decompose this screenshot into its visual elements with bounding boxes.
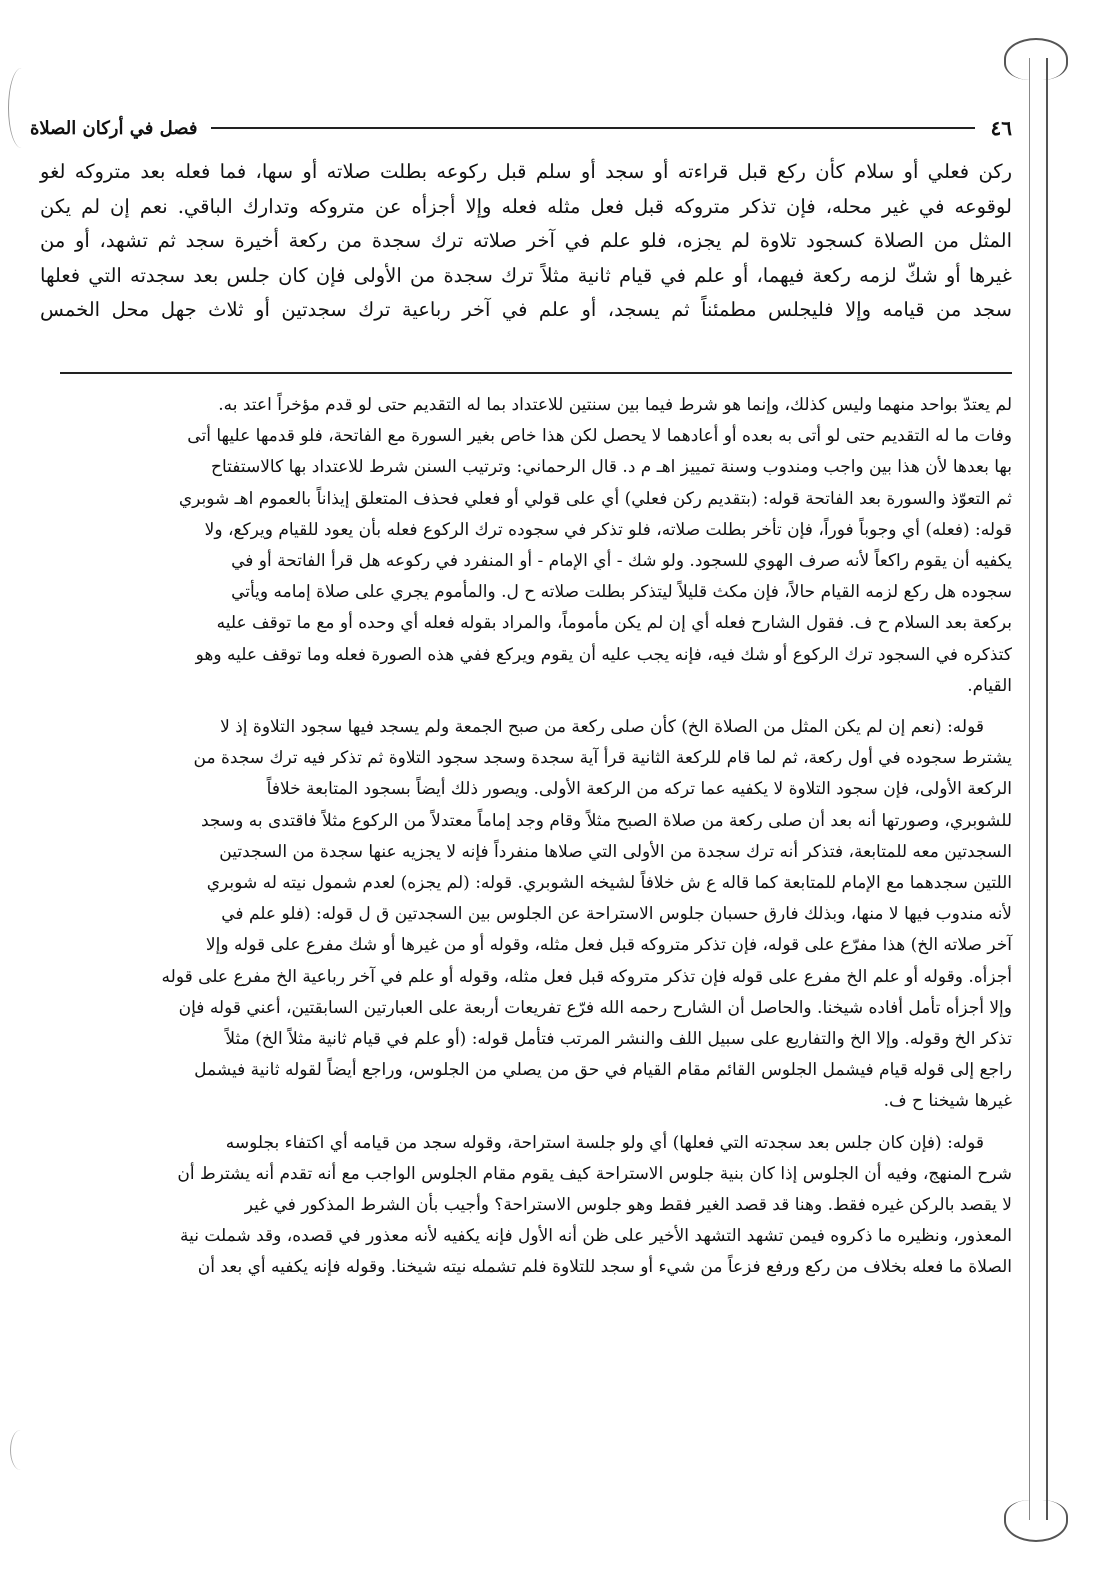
main-text-line: ركن فعلي أو سلام كأن ركع قبل قراءته أو سجد أو سلم قبل ركوعه بطلت صلاته أو سها، فما فعله بعد متروكه لغو (40, 160, 1012, 183)
commentary-line: لأنه مندوب فيها لا منها، وبذلك فارق حسبان جلوس الاستراحة عن الجلوس بين السجدتين ق ل قوله: (فلو علم في (221, 904, 1012, 925)
commentary-line: قوله: (فعله) أي وجوباً فوراً، فإن تأخر بطلت صلاته، فلو تذكر في سجوده ترك الركوع فعله بأن يعود للقيام ويركع، ولا (204, 519, 1012, 540)
commentary-line: لم يعتدّ بواحد منهما وليس كذلك، وإنما هو شرط فيما بين سنتين للاعتداد بما له التقديم حتى لو قدم مؤخراً اعتد به. (218, 395, 1012, 415)
commentary-line: ثم التعوّذ والسورة بعد الفاتحة قوله: (بتقديم ركن فعلي) أي على قولي أو فعلي فحذف المتعلق إيذاناً بالعموم اهـ شوبري (178, 488, 1012, 509)
commentary-line: آخر صلاته الخ) هذا مفرّع على قوله، فإن تذكر متروكه قبل فعل مثله، وقوله أو من غيرها أو شك مفرع على قوله وإلا (205, 935, 1012, 956)
commentary-line: الصلاة ما فعله بخلاف من ركع ورفع فزعاً من شيء أو سجد للتلاوة فلم تشمله نيته شيخنا. وقوله فإنه يكفيه أي بعد أن (197, 1257, 1012, 1278)
commentary-line: وإلا أجزأه تأمل أفاده شيخنا. والحاصل أن الشارح رحمه الله فرّع تفريعات أربعة على العبارتين السابقتين، أعني قوله فإن (178, 997, 1012, 1018)
commentary-line: قوله: (فإن كان جلس بعد سجدته التي فعلها) أي ولو جلسة استراحة، وقوله سجد من قيامه أي اكتفاء بجلوسه (225, 1132, 984, 1153)
commentary-paragraph-3 (40, 1128, 1012, 1284)
page-header (30, 112, 1012, 144)
main-text-line: لوقوعه في غير محله، فإن تذكر متروكه قبل فعل مثله فعله وإلا أجزأه عن متروكه وتدارك الباقي. نعم إن لم يكن (40, 194, 1012, 218)
commentary (40, 390, 1012, 1284)
commentary-line: للشوبري، وصورتها أنه بعد أن صلى ركعة من صلاة الصبح مثلاً وقام وجد إماماً معتدلاً من الركوع مثلاً فاقتدى به وسجد (200, 810, 1012, 831)
main-text-line: سجد من قيامه وإلا فليجلس مطمئناً ثم يسجد، أو علم في آخر رباعية ترك سجدتين أو ثلاث جهل محل الخمس (40, 298, 1012, 321)
page-border (1029, 58, 1048, 1520)
running-title: فصل في أركان الصلاة (30, 117, 198, 139)
commentary-line: سجوده هل ركع لزمه القيام حالاً، فإن مكث قليلاً ليتذكر بطلت صلاته ح ل. والمأموم يجري على صلاة إمامه ويأتي (231, 582, 1012, 603)
commentary-line: وفات ما له التقديم حتى لو أتى به بعده أو أعادهما لا يحصل لكن هذا خاص بغير السورة مع الفاتحة، فلو قدمها عليها أتى (187, 426, 1012, 447)
commentary-line: بركعة بعد السلام ح ف. فقول الشارح فعله أي إن لم يكن مأموماً، والمراد بقوله فعله أي وحده أو مع ما توقف عليه (216, 613, 1012, 634)
margin-mark-bottom (10, 1430, 31, 1470)
main-text (40, 155, 1012, 328)
commentary-line: يكفيه أن يقوم راكعاً لأنه صرف الهوي للسجود. ولو شك - أي الإمام - أو المنفرد في ركوعه هل قرأ الفاتحة أو في (231, 551, 1012, 572)
commentary-line: يشترط سجوده في أول ركعة، ثم لما قام للركعة الثانية قرأ آية سجدة وسجد سجود التلاوة ثم تذكر فيه ترك سجدة من (193, 748, 1012, 769)
commentary-paragraph-1 (40, 390, 1012, 702)
commentary-line: القيام. (967, 675, 1012, 696)
commentary-paragraph-2 (40, 712, 1012, 1118)
commentary-line: شرح المنهج، وفيه أن الجلوس إذا كان بنية جلوس الاستراحة كيف يقوم مقام الجلوس الواجب مع أنه تقدم أنه يشترط أن (177, 1163, 1012, 1184)
commentary-line: راجع إلى قوله قيام فيشمل الجلوس القائم مقام القيام في حق من يصلي من الجلوس، وراجع أيضاً لقوله ثانية فيشمل (194, 1060, 1012, 1081)
main-text-line: غيرها أو شكّ لزمه ركعة فيهما، أو علم في قيام ثانية مثلاً ترك سجدة من الأولى فإن كان جلس بعد سجدته التي فعلها (40, 263, 1012, 287)
commentary-line: السجدتين معه للمتابعة، فتذكر أنه ترك سجدة من الأولى التي صلاها منفرداً فإنه لا يجزيه عنها سجدة من السجدتين (219, 841, 1012, 862)
commentary-line: المعذور، ونظيره ما ذكروه فيمن تشهد التشهد الأخير على ظن أنه الأول فإنه يكفيه لأنه معذور في قصده، وقد شملت نية (179, 1226, 1012, 1247)
text-separator-rule (60, 372, 1012, 374)
commentary-line: أجزأه. وقوله أو علم الخ مفرع على قوله فإن تذكر متروكه قبل فعل مثله، وقوله أو علم في آخر رباعية الخ مفرع على قوله (161, 966, 1012, 987)
commentary-line: لا يقصد بالركن غيره فقط. وهنا قد قصد الغير فقط وهو جلوس الاستراحة؟ وأجيب بأن الشرط المذكور في غير (244, 1195, 1012, 1216)
commentary-line: بها بعدها لأن هذا بين واجب ومندوب وسنة تمييز اهـ م د. قال الرحماني: وترتيب السنن شرط للاعتداد بها كالاستفتاح (210, 457, 1012, 478)
commentary-line: الركعة الأولى، فإن سجود التلاوة لا يكفيه عما تركه من الركعة الأولى. ويصور ذلك أيضاً بسجود المتابعة خلافاً (266, 779, 1012, 800)
header-rule (211, 127, 974, 129)
main-text-line: المثل من الصلاة كسجود تلاوة لم يجزه، فلو علم في آخر صلاته ترك سجدة من ركعة أخيرة سجد ثم تشهد، أو من (40, 229, 1012, 252)
commentary-line: قوله: (نعم إن لم يكن المثل من الصلاة الخ) كأن صلى ركعة من صبح الجمعة ولم يسجد فيها سجود التلاوة إذ لا (220, 717, 984, 738)
commentary-line: تذكر الخ وقوله. وإلا الخ والتفاريع على سبيل اللف والنشر المرتب فتأمل قوله: (أو علم في قيام ثانية مثلاً الخ) مثلاً (225, 1029, 1012, 1050)
commentary-line: غيرها شيخنا ح ف. (883, 1091, 1012, 1112)
page-number: ٤٦ (990, 116, 1012, 140)
commentary-line: كتذكره في السجود ترك الركوع أو شك فيه، فإنه يجب عليه أن يقوم ويركع ففي هذه الصورة فعله وما توقف عليه وهو (195, 644, 1012, 665)
border-ornament-bottom (1004, 1500, 1068, 1542)
commentary-line: اللتين سجدهما مع الإمام للمتابعة كما قاله ع ش خلافاً لشيخه الشوبري. قوله: (لم يجزه) لعدم شمول نيته له شوبري (206, 873, 1012, 894)
